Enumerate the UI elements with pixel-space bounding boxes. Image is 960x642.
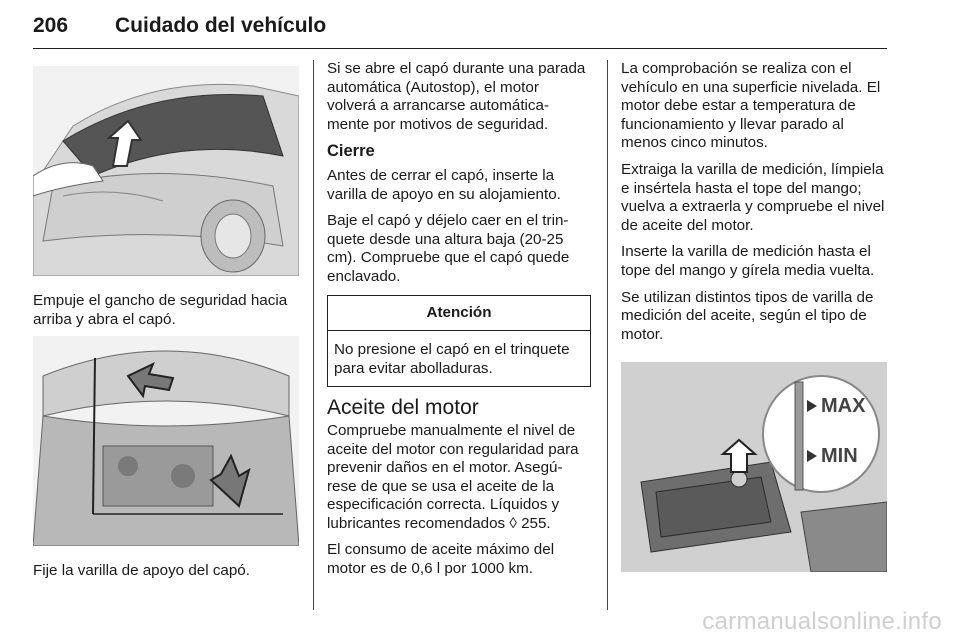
- paragraph-level-surface: La comprobación se realiza con el vehículo en una superficie nivelada. El motor debe estar a temperatura de funcionamiento y llevar parado al menos cinco minutos.: [621, 60, 881, 152]
- notice-body: No presione el capó en el trinquete para evitar abolladuras.: [334, 341, 570, 377]
- paragraph-autostop: Si se abre el capó durante una parada automática (Autostop), el motor volverá a arrancarse automática-mente por motivos de seguridad.: [327, 60, 586, 133]
- attention-notice: [327, 295, 591, 388]
- hood-release-illustration: [33, 66, 299, 276]
- heading-cierre: Cierre: [327, 142, 375, 161]
- column-divider: [607, 60, 608, 610]
- paragraph-insert-rod: Antes de cerrar el capó, inserte la varilla de apoyo en su alojamiento.: [327, 166, 561, 203]
- notice-title: Atención: [328, 296, 590, 332]
- caption-prop-rod: Fije la varilla de apoyo del capó.: [33, 562, 250, 579]
- heading-engine-oil: Aceite del motor: [327, 396, 479, 420]
- dipstick-min-label: MIN: [821, 445, 858, 467]
- paragraph-extract-dipstick: Extraiga la varilla de medición, límpiela e insértela hasta el tope del mango; vuelva a extraerla y compruebe el nivel de aceite del motor.: [621, 160, 885, 234]
- hood-prop-rod-illustration: [33, 336, 299, 546]
- paragraph-check-oil: Compruebe manualmente el nivel de aceite del motor con regularidad para prevenir daños en el motor. Asegú-rese de que se usa el aceite de la especificación correcta. Líquidos y lubricantes recomendados ◊ 255.: [327, 421, 579, 532]
- caption-hood-release: Empuje el gancho de seguridad hacia arriba y abra el capó.: [33, 292, 288, 328]
- paragraph-insert-dipstick: Inserte la varilla de medición hasta el tope del mango y gírela media vuelta.: [621, 243, 875, 279]
- column-divider: [313, 60, 314, 610]
- column-right: [621, 60, 887, 467]
- paragraph-dipstick-types: Se utilizan distintos tipos de varilla de medición del aceite, según el tipo de motor.: [621, 288, 874, 343]
- column-middle: [327, 60, 591, 587]
- page-header: [33, 0, 887, 49]
- watermark-text: carmanualsonline.info: [702, 608, 942, 635]
- page-number: 206: [33, 14, 69, 37]
- paragraph-oil-consumption: El consumo de aceite máximo del motor es de 0,6 l por 1000 km.: [327, 541, 555, 578]
- paragraph-lower-hood: Baje el capó y déjelo caer en el trin-quete desde una altura baja (20-25 cm). Compruebe que el capó quede enclavado.: [327, 212, 570, 285]
- dipstick-illustration: [621, 362, 887, 572]
- section-title: Cuidado del vehículo: [115, 14, 327, 37]
- dipstick-max-label: MAX: [821, 395, 866, 417]
